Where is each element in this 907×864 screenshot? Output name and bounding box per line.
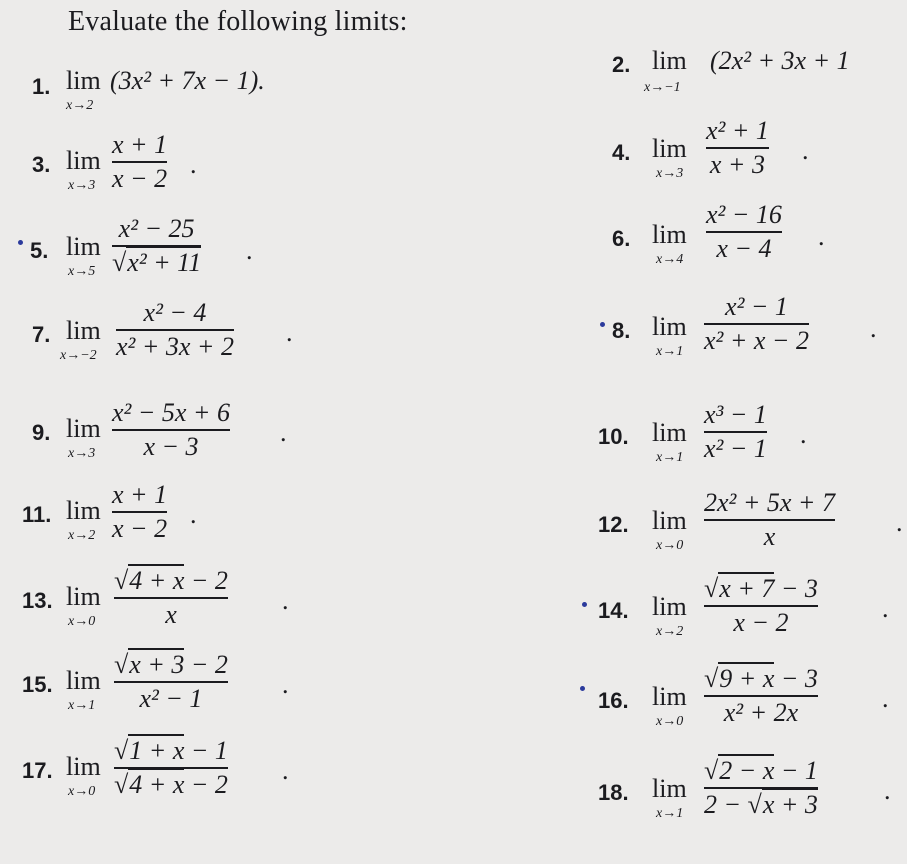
period: .: [882, 594, 889, 623]
numerator: [704, 756, 818, 786]
fraction-bar: [704, 605, 818, 607]
lim-word: lim: [66, 582, 101, 611]
problem-number: 12.: [598, 512, 629, 537]
numerator: x² + 1: [706, 116, 769, 145]
fraction: [704, 488, 835, 552]
fraction: [114, 736, 228, 800]
limit-subscript: x→1: [656, 450, 684, 465]
fraction: [704, 574, 818, 638]
fraction: [112, 214, 201, 278]
limit-subscript: x→0: [656, 714, 684, 729]
fraction-bar: [114, 597, 228, 599]
denominator: x + 3: [709, 150, 765, 179]
lim-word: lim: [66, 752, 101, 781]
denominator: x − 2: [733, 608, 789, 637]
problem-number: 10.: [598, 424, 629, 449]
period: .: [802, 136, 809, 165]
fraction: [704, 664, 818, 728]
numerator: x² − 16: [706, 200, 782, 229]
lim-word: lim: [66, 666, 101, 695]
lim-word: lim: [66, 146, 101, 175]
period: .: [882, 684, 889, 713]
fraction-bar: [704, 519, 835, 521]
denominator: x − 3: [143, 432, 199, 461]
numerator: x + 1: [112, 130, 168, 159]
limit-subscript: x→−1: [644, 80, 681, 95]
sqrt-sign: √: [114, 650, 129, 679]
limit-subscript: x→1: [68, 698, 96, 713]
limit-subscript: x→3: [68, 178, 96, 193]
problem-number: 6.: [612, 226, 631, 251]
fraction-bar: [704, 431, 767, 433]
radicand: x + 3: [129, 650, 185, 679]
numerator-tail: − 1: [184, 736, 228, 765]
fraction-bar: [706, 231, 782, 233]
numerator-tail: − 2: [184, 650, 228, 679]
lim-word: lim: [66, 66, 101, 95]
lim-word: lim: [652, 220, 687, 249]
radicand: 9 + x: [719, 664, 775, 693]
denominator-tail: − 2: [184, 770, 228, 799]
problem-number: 16.: [598, 688, 629, 713]
lim-word: lim: [66, 232, 101, 261]
page-title: Evaluate the following limits:: [68, 6, 408, 37]
period: .: [800, 420, 807, 449]
problem-number: 15.: [22, 672, 53, 697]
fraction: [704, 400, 767, 464]
numerator: [704, 574, 818, 604]
numerator: x³ − 1: [704, 400, 767, 429]
denominator: x: [165, 600, 177, 629]
limit-subscript: x→0: [68, 784, 96, 799]
limit-subscript: x→−2: [60, 348, 97, 363]
problem-number: 7.: [32, 322, 51, 347]
numerator-tail: − 3: [774, 664, 818, 693]
denominator: x − 2: [112, 514, 168, 543]
problem-number: 9.: [32, 420, 51, 445]
lim-word: lim: [66, 414, 101, 443]
fraction-bar: [706, 147, 769, 149]
limit-subscript: x→1: [656, 806, 684, 821]
denominator: [114, 770, 228, 800]
radicand: 4 + x: [129, 566, 185, 595]
problem-number: 14.: [598, 598, 629, 623]
problem-number: 4.: [612, 140, 631, 165]
sqrt-sign: √: [704, 664, 719, 693]
period: .: [870, 314, 877, 343]
numerator: x² − 4: [143, 298, 207, 327]
numerator: x² − 5x + 6: [112, 398, 230, 427]
numerator: [114, 650, 228, 680]
numerator: x² − 25: [118, 214, 195, 243]
fraction: [704, 756, 818, 820]
denominator: x − 2: [112, 164, 168, 193]
problem-number: 2.: [612, 52, 631, 77]
lim-word: lim: [66, 496, 101, 525]
expression: (3x² + 7x − 1).: [110, 66, 265, 95]
fraction-bar: [704, 323, 809, 325]
problem-number: 8.: [612, 318, 631, 343]
sqrt-sign: √: [747, 790, 762, 819]
radicand: x² + 11: [127, 248, 202, 277]
fraction-bar: [114, 681, 228, 683]
denominator: [112, 248, 201, 278]
sqrt-sign: √: [114, 566, 129, 595]
problem-number: 18.: [598, 780, 629, 805]
fraction: [704, 292, 809, 356]
limit-subscript: x→3: [656, 166, 684, 181]
denominator: x² − 1: [704, 434, 767, 463]
fraction: [112, 480, 167, 544]
pen-mark: [18, 240, 23, 245]
limit-subscript: x→3: [68, 446, 96, 461]
lim-word: lim: [652, 134, 687, 163]
numerator: [114, 566, 228, 596]
numerator: [704, 664, 818, 694]
limit-subscript: x→2: [68, 528, 96, 543]
numerator: x + 1: [112, 480, 168, 509]
problem-number: 17.: [22, 758, 53, 783]
lim-word: lim: [652, 46, 687, 75]
problem-number: 11.: [22, 502, 52, 527]
period: .: [286, 318, 293, 347]
denominator: x − 4: [716, 234, 772, 263]
period: .: [884, 776, 891, 805]
period: .: [190, 150, 197, 179]
lim-word: lim: [652, 312, 687, 341]
numerator-tail: − 3: [774, 574, 818, 603]
limit-subscript: x→4: [656, 252, 684, 267]
denominator: x² + x − 2: [704, 326, 809, 355]
numerator: 2x² + 5x + 7: [704, 488, 835, 517]
fraction: [112, 398, 230, 462]
sqrt-sign: √: [114, 736, 129, 765]
period: .: [190, 500, 197, 529]
lim-word: lim: [652, 592, 687, 621]
period: .: [282, 670, 289, 699]
radicand: 2 − x: [719, 756, 775, 785]
period: .: [818, 222, 825, 251]
radicand: x + 7: [719, 574, 775, 603]
lim-word: lim: [66, 316, 101, 345]
numerator-tail: − 2: [184, 566, 228, 595]
fraction-bar: [112, 511, 167, 513]
fraction-bar: [116, 329, 234, 331]
denominator-lead: 2 −: [704, 790, 748, 819]
period: .: [280, 418, 287, 447]
denominator: x² + 3x + 2: [116, 332, 234, 361]
numerator-tail: − 1: [774, 756, 818, 785]
lim-word: lim: [652, 682, 687, 711]
fraction: [114, 566, 228, 630]
denominator: x: [763, 522, 776, 551]
denominator: x² + 2x: [723, 698, 799, 727]
fraction-bar: [112, 429, 230, 431]
sqrt-sign: √: [114, 770, 129, 799]
denominator: [704, 790, 818, 820]
numerator: x² − 1: [725, 292, 788, 321]
period: .: [896, 508, 903, 537]
fraction-bar: [704, 695, 818, 697]
fraction: [112, 130, 167, 194]
limit-subscript: x→0: [656, 538, 684, 553]
problem-number: 1.: [32, 74, 51, 99]
limit-subscript: x→5: [68, 264, 96, 279]
limit-subscript: x→1: [656, 344, 684, 359]
sqrt-sign: √: [704, 756, 719, 785]
limit-subscript: x→2: [656, 624, 684, 639]
period: .: [246, 236, 253, 265]
radicand: 1 + x: [129, 736, 185, 765]
pen-mark: [580, 686, 585, 691]
fraction: [116, 298, 234, 362]
denominator: x² − 1: [139, 684, 203, 713]
limit-subscript: x→2: [66, 98, 94, 113]
problem-number: 5.: [30, 238, 49, 263]
sqrt-sign: √: [112, 248, 127, 277]
numerator: [114, 736, 228, 766]
lim-word: lim: [652, 418, 687, 447]
problem-number: 13.: [22, 588, 53, 613]
lim-word: lim: [652, 774, 687, 803]
fraction: [706, 116, 769, 180]
pen-mark: [600, 322, 605, 327]
pen-mark: [582, 602, 587, 607]
fraction: [706, 200, 782, 264]
limit-subscript: x→0: [68, 614, 96, 629]
lim-word: lim: [652, 506, 687, 535]
problem-number: 3.: [32, 152, 51, 177]
fraction: [114, 650, 228, 714]
expression: (2x² + 3x + 1: [710, 46, 850, 75]
fraction-bar: [112, 161, 167, 163]
period: .: [282, 586, 289, 615]
period: .: [282, 756, 289, 785]
sqrt-sign: √: [704, 574, 719, 603]
radicand: x + 3: [762, 790, 818, 819]
radicand: 4 + x: [129, 770, 185, 799]
